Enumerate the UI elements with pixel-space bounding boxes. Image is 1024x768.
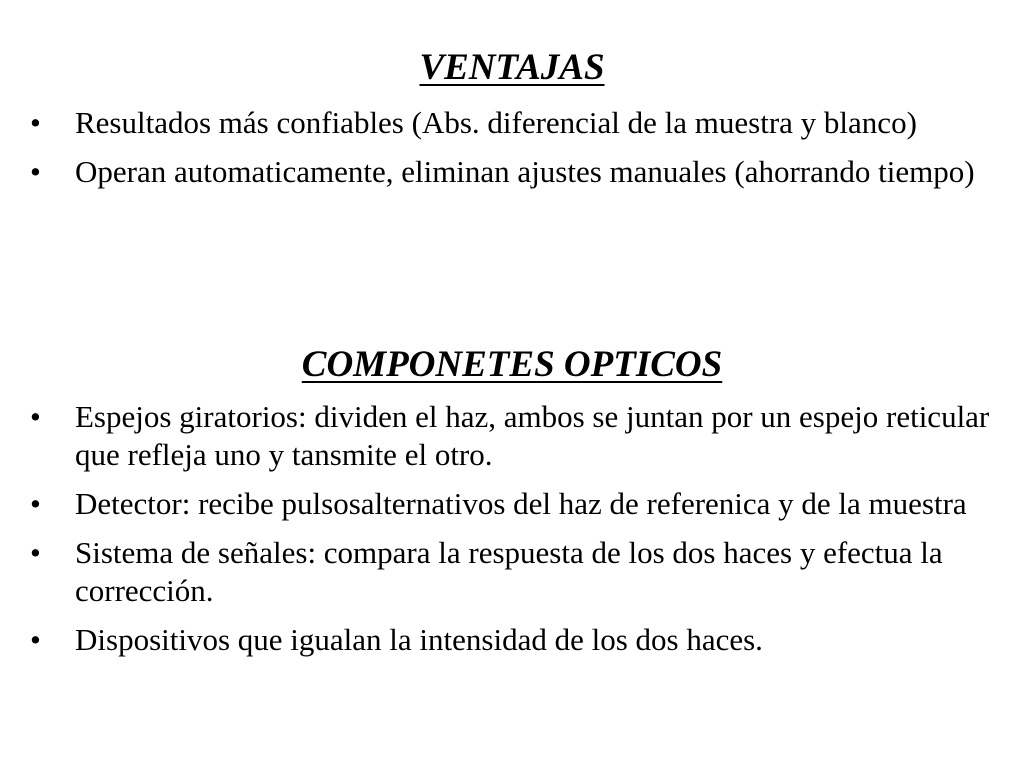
bullet-icon: • <box>30 399 41 434</box>
bullet-icon: • <box>30 105 41 140</box>
bullet-text: Resultados más confiables (Abs. diferencial de la muestra y blanco) <box>75 105 917 140</box>
list-item <box>0 485 1024 523</box>
section-heading-componentes-opticos: COMPONETES OPTICOS <box>301 344 723 385</box>
list-item <box>0 153 1024 191</box>
bullet-text: Detector: recibe pulsosalternativos del haz de referenica y de la muestra <box>75 486 967 521</box>
bullet-text: Dispositivos que igualan la intensidad de los dos haces. <box>75 622 763 657</box>
list-item <box>0 398 1024 474</box>
bullet-text: Operan automaticamente, eliminan ajustes manuales (ahorrando tiempo) <box>75 154 975 189</box>
bullet-icon: • <box>30 535 41 570</box>
bullet-icon: • <box>30 622 41 657</box>
bullet-list-ventajas <box>0 104 1024 202</box>
bullet-list-componentes-opticos <box>0 398 1024 670</box>
bullet-text: Sistema de señales: compara la respuesta de los dos haces y efectua la corrección. <box>75 535 943 608</box>
list-item <box>0 104 1024 142</box>
section-heading-ventajas: VENTAJAS <box>419 47 605 88</box>
bullet-icon: • <box>30 154 41 189</box>
bullet-text: Espejos giratorios: dividen el haz, ambos se juntan por un espejo reticular que refleja uno y tansmite el otro. <box>75 399 990 472</box>
list-item <box>0 621 1024 659</box>
list-item <box>0 534 1024 610</box>
bullet-icon: • <box>30 486 41 521</box>
